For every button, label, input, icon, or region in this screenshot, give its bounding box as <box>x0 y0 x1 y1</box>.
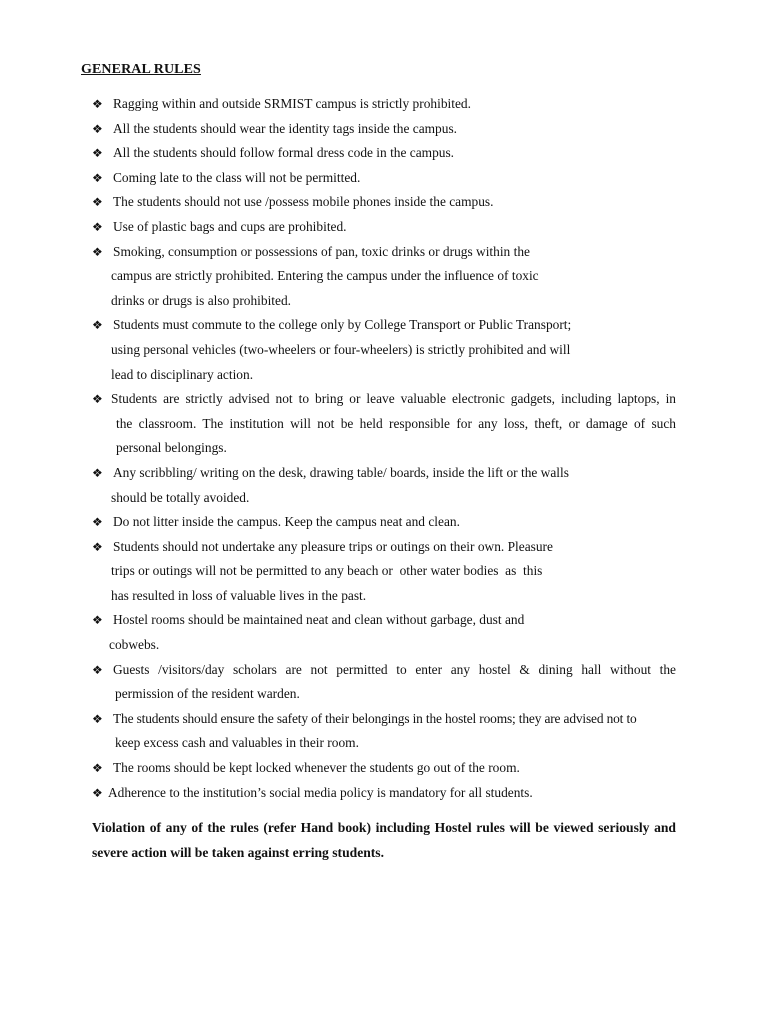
list-item <box>92 215 676 240</box>
rule-text <box>92 658 676 707</box>
list-item <box>92 756 676 781</box>
list-item <box>92 510 676 535</box>
rule-line: Use of plastic bags and cups are prohibited. <box>113 218 347 234</box>
list-item <box>92 535 676 609</box>
rule-line: Smoking, consumption or possessions of pan, toxic drinks or drugs within the <box>113 243 530 259</box>
rule-line: using personal vehicles (two-wheelers or four-wheelers) is strictly prohibited and will <box>111 341 571 357</box>
rule-line: should be totally avoided. <box>111 489 250 505</box>
rule-line: The students should ensure the safety of their belongings in the hostel rooms; they are advised not to <box>113 710 637 726</box>
rule-line: The rooms should be kept locked whenever the students go out of the room. <box>113 760 520 776</box>
rule-line: Guests /visitors/day scholars are not permitted to enter any hostel & dining hall without the <box>113 661 676 677</box>
diamond-bullet-icon: ❖ <box>92 195 103 210</box>
list-item <box>92 240 676 314</box>
diamond-bullet-icon: ❖ <box>92 662 103 677</box>
rule-text <box>92 313 676 387</box>
rule-line: drinks or drugs is also prohibited. <box>111 292 292 308</box>
list-item <box>92 608 676 657</box>
diamond-bullet-icon: ❖ <box>92 711 103 726</box>
rule-line: Coming late to the class will not be permitted. <box>113 169 361 185</box>
rule-line: All the students should wear the identity tags inside the campus. <box>113 120 458 136</box>
diamond-bullet-icon: ❖ <box>92 170 103 185</box>
list-item <box>92 658 676 707</box>
rule-line: personal belongings. <box>116 440 227 456</box>
violation-notice: Violation of any of the rules (refer Hand book) including Hostel rules will be viewed seriously and severe action will be taken against erring students. <box>92 820 676 860</box>
rule-text <box>92 461 676 510</box>
rule-text <box>92 535 676 609</box>
rule-text <box>92 141 676 166</box>
diamond-bullet-icon: ❖ <box>92 244 103 259</box>
list-item <box>92 461 676 510</box>
rule-text <box>92 756 676 781</box>
rule-line: The students should not use /possess mobile phones inside the campus. <box>113 194 494 210</box>
diamond-bullet-icon: ❖ <box>92 97 103 111</box>
list-item <box>92 92 676 117</box>
rule-text <box>92 707 676 756</box>
rule-line: Any scribbling/ writing on the desk, drawing table/ boards, inside the lift or the walls <box>113 464 569 480</box>
rule-text <box>92 166 676 191</box>
rule-line: has resulted in loss of valuable lives in the past. <box>111 587 367 603</box>
rule-line: Students are strictly advised not to bring or leave valuable electronic gadgets, including laptops, in <box>111 391 676 407</box>
list-item <box>92 387 676 461</box>
list-item <box>92 707 676 756</box>
rule-line: cobwebs. <box>109 637 160 653</box>
diamond-bullet-icon: ❖ <box>92 121 103 136</box>
diamond-bullet-icon: ❖ <box>92 761 103 776</box>
rules-list <box>92 92 676 805</box>
diamond-bullet-icon: ❖ <box>92 219 103 234</box>
rule-line: Ragging within and outside SRMIST campus is strictly prohibited. <box>113 96 471 111</box>
rule-line: lead to disciplinary action. <box>111 366 254 382</box>
rule-text <box>92 510 676 535</box>
rule-line: keep excess cash and valuables in their room. <box>115 735 359 751</box>
rule-line: All the students should follow formal dress code in the campus. <box>113 145 455 161</box>
list-item <box>92 781 676 806</box>
list-item <box>92 190 676 215</box>
rule-line: the classroom. The institution will not be held responsible for any loss, theft, or damage of such <box>116 415 676 431</box>
list-item <box>92 141 676 166</box>
diamond-bullet-icon: ❖ <box>92 539 103 554</box>
rule-line: permission of the resident warden. <box>115 686 300 702</box>
rule-line: Do not litter inside the campus. Keep the campus neat and clean. <box>113 514 460 530</box>
rule-text <box>92 92 676 117</box>
rule-text <box>92 117 676 142</box>
rule-line: Students should not undertake any pleasure trips or outings on their own. Pleasure <box>113 538 553 554</box>
diamond-bullet-icon: ❖ <box>92 465 103 480</box>
rule-text <box>92 215 676 240</box>
rule-text <box>92 387 676 461</box>
diamond-bullet-icon: ❖ <box>92 515 103 530</box>
rule-line: campus are strictly prohibited. Entering the campus under the influence of toxic <box>111 268 539 284</box>
diamond-bullet-icon: ❖ <box>92 392 103 407</box>
rule-text <box>92 608 676 657</box>
diamond-bullet-icon: ❖ <box>92 318 103 333</box>
rule-line: Hostel rooms should be maintained neat and clean without garbage, dust and <box>113 612 525 628</box>
list-item <box>92 117 676 142</box>
diamond-bullet-icon: ❖ <box>92 613 103 628</box>
list-item <box>92 313 676 387</box>
list-item <box>92 166 676 191</box>
page-title: GENERAL RULES <box>81 62 201 77</box>
rule-line: Adherence to the institution’s social media policy is mandatory for all students. <box>108 784 533 800</box>
rule-text <box>92 781 676 806</box>
rule-text <box>92 240 676 314</box>
diamond-bullet-icon: ❖ <box>92 146 103 161</box>
rule-line: Students must commute to the college only by College Transport or Public Transport; <box>113 317 572 333</box>
diamond-bullet-icon: ❖ <box>92 785 103 800</box>
rule-text <box>92 190 676 215</box>
rule-line: trips or outings will not be permitted to any beach or other water bodies as this <box>111 563 543 579</box>
